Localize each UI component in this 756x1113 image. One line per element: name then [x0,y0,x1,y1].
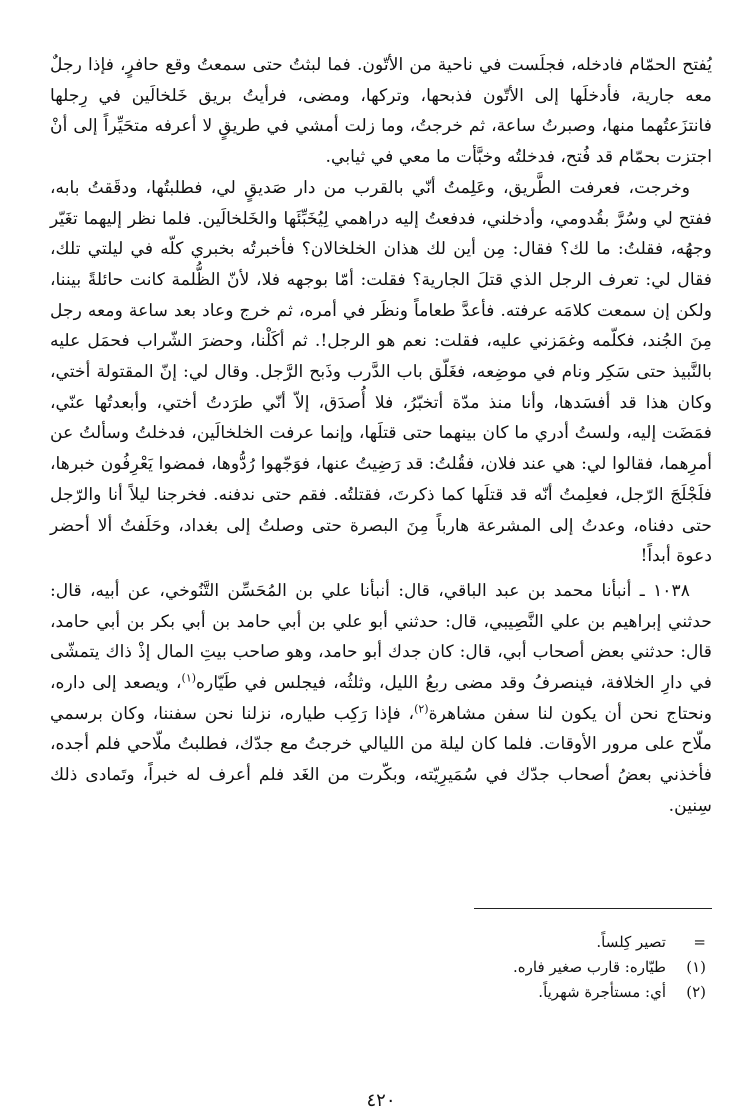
paragraph-3-part-2: ، ويصعد إلى داره، ونحتاج نحن أن يكون لنا سفن مشاهرة [50,673,712,724]
report-number: ١٠٣٨ [653,580,691,601]
paragraph-2: وخرجت، فعرفت الطَّريق، وعَلِمتُ أنّي بالقرب من دار صَديقٍ لي، فطلبتُها، ودقَقتُ بابه، ففتح لي وسُرَّ بقُدومي، وأدخلني، فدفعتُ إليه دراهمي لِيُخَبِّئَها والخَلخالَين. فلما نظر إليهما تغَيّر وجهُه، فقلتُ: ما لك؟ فقال: مِن أين لك هذان الخلخالان؟ فأخبرتُه بخبري كلّه في ليلتي تلك، فقال لي: تعرف الرجل الذي قتلَ الجارية؟ فقلت: أمّا بوجهه فلا، لأنّ الظُّلمة كانت حائلةً بيننا، ولكن إن سمعت كلامَه عرفته. فأعدَّ طعاماً ونظَر في أمره، ثم خرج وعاد بعد ساعة ومعه رجل مِنَ الجُند، فكلّمه وغمَزني عليه، فقلت: نعم هو الرجل!. ثم أكَلْنا، وحضرَ الشّراب فحمَل عليه بالنَّبيذ حتى سَكِر ونام في موضِعه، فغَلّق باب الدَّرب وذَبح الرَّجل. وقال لي: إنّ المقتولة أختي، وكان هذا قد أفسَدها، وأنا منذ مدّة أتخبّرُ، فلا أُصدَق، إلاّ أنّي طرَدتُ أختي، وأبعدتُها عنّي، فمَضَت إليه، ولستُ أدري ما كان بينهما حتى قتلَها، وإنما عرفت الخلخالَين، فدخلتُ وسألتُ عن أمرِهما، فقالوا لي: هي عند فلان، فقُلتُ: قد رَضِيتُ عنها، فوَجّهوا رُدُّوها، فمضوا يَعْرِفُون خبرها، فلَجْلَجَ الرّجل، فعلِمتُ أنّه قد قتلَها كما ذكرتَ، فقتلتُه. فقم حتى ندفنه. فخرجنا ليلاً أنا والرّجل حتى دفناه، وعدتُ إلى المشرعة هارباً مِنَ البصرة حتى وصلتُ إلى بغداد، وحَلَفتُ ألا أحضر دعوة أبداً! [50,177,712,567]
footnote-text: طيّاره: قارب صغير فاره. [513,958,666,976]
body-text [50,50,712,822]
footnote-ref-2: (٢) [414,702,429,716]
footnote-mark: (١) [686,958,706,976]
footnote-2 [286,980,706,1005]
footnote-text: تصير كِلساً. [596,933,666,951]
footnote-divider [474,908,712,909]
footnote-ref-1: (١) [181,671,197,685]
paragraph-3-part-3: ، فإذا رَكِب طياره، نزلنا نحن سفننا، وكان برسمي ملّاح على مرور الأوقات. فلما كان ليلة من الليالي خرجتُ مع جدّك، فطلبتُ ملّاحي فلم أجده، فأخذني بعضُ أصحاب جدّك في سُمَيرِيّته، وبكّرت من الغَد فلم أعرف له خبراً، وتَمادى ذلك سِنين. [50,703,712,816]
footnote-mark: = [693,933,706,951]
paragraph-3 [50,576,712,822]
footnote-continuation [286,930,706,955]
footnote-mark: (٢) [686,983,706,1001]
paragraph-3-part-1: ـ أنبأنا محمد بن عبد الباقي، قال: أنبأنا علي بن المُحَسِّن التَّنُوخي، عن أبيه، قال: حدثني إبراهيم بن علي النَّصِيبي، قال: حدثني أبو علي بن أبي حامد بن أبي بكر بن أبي حامد، قال: حدثني بعض أصحاب أبي، قال: كان جدك أبو حامد، وهو صاحب بيتِ المال إذْ ذاك يتمشّى في دارِ الخلافة، فينصرفُ وقد مضى ربعُ الليل، وثلثُه، فيجلس في طَيّاره [50,580,713,694]
footnote-text: أي: مستأجرة شهرياً. [538,983,666,1001]
footnotes [286,930,706,1005]
book-page [50,50,712,1113]
footnote-1 [286,955,706,980]
paragraph-1: يُفتح الحمّام فادخله، فجلَست في ناحية من الأتّون. فما لبثتُ حتى سمعتُ وقع حافرٍ، فإذا رجلٌ معه جارية، فأدخلَها إلى الأتّون فذبحها، وتركها، ومضى، فرأيتُ بريق خَلخالَين في رِجلها فانتزَعتُهما منها، وصبرتُ ساعة، ثم خرجتُ، وما زلت أمشي في طريقٍ لا أعرفه متحَيِّراً إلى أنْ اجتزت بحمّام قد فُتح، فدخلتُه وخبَّأت ما معي في ثيابي. [50,55,712,168]
page-number: ٤٢٠ [366,1090,396,1111]
